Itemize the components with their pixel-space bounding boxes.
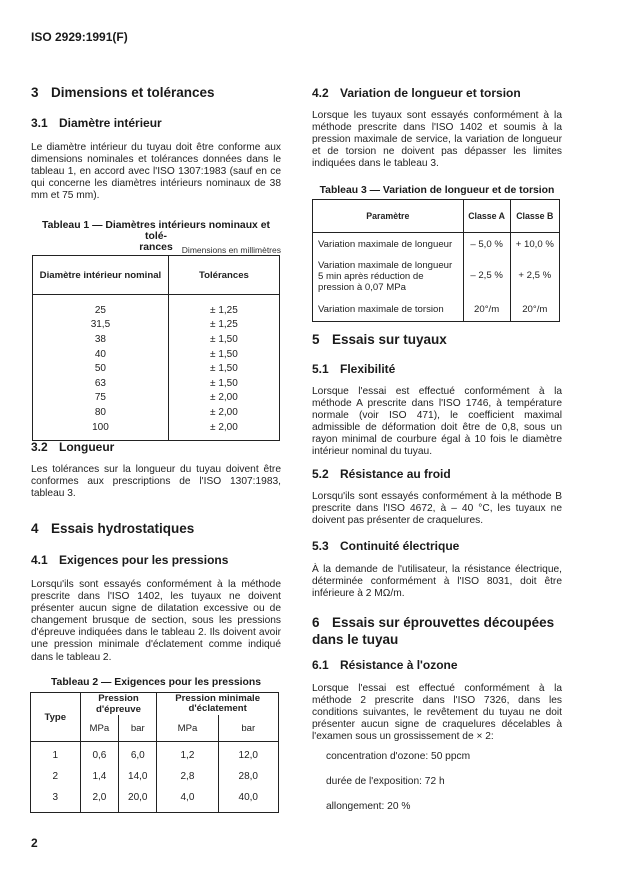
table-3-caption: Tableau 3 — Variation de longueur et de torsion	[319, 185, 555, 196]
section-number: 6	[312, 615, 320, 630]
cell-diameter: 38	[94, 333, 106, 345]
table-3-header-class-a: Classe A	[463, 200, 510, 233]
section-4-heading	[31, 521, 194, 536]
cell-diameter: 75	[94, 392, 106, 404]
table-row	[31, 766, 279, 787]
table-1-caption-line2: rances	[139, 242, 173, 253]
section-5-heading	[312, 332, 447, 347]
section-number: 3	[31, 85, 39, 100]
table-1-header-tolerance: Tolérances	[168, 256, 279, 295]
cell-tolerance: ± 1,25	[168, 295, 279, 318]
cell-type: 2	[52, 771, 59, 782]
cell-tolerance: ± 2,00	[168, 420, 279, 441]
table-row	[33, 332, 280, 347]
section-title: Continuité électrique	[340, 539, 460, 553]
section-3-2-text: Les tolérances sur la longueur du tuyau doivent être conformes aux prescriptions de l'ISO 1307:1983, tableau 3.	[31, 464, 281, 500]
section-number: 6.1	[312, 658, 329, 672]
section-4-2-text: Lorsque les tuyaux sont essayés conformément à la méthode prescrite dans l'ISO 1402 et soumis à la pression maximale de service, la variation de longueur et de torsion ne doivent pas dépasser les limites indiquées dans le tableau 3.	[312, 110, 562, 170]
ozone-condition-elongation: allongement: 20 %	[326, 801, 411, 812]
section-title: Essais sur éprouvettes découpées dans le tuyau	[312, 615, 555, 647]
cell-diameter: 25	[94, 304, 106, 316]
cell-burst-mpa: 4,0	[157, 787, 218, 813]
section-4-2-heading	[312, 86, 521, 100]
table-2-header-test-pressure: Pression d'épreuve	[80, 693, 157, 716]
section-number: 4.2	[312, 86, 329, 100]
section-4-1-text: Lorsqu'ils sont essayés conformément à la méthode prescrite dans l'ISO 1402, les tuyaux ne doivent présenter aucun signe de dilatation excessive ou de changement brusque de section, sous les pressions d'épreuve indiquées dans le tableau 2. Ils doivent avoir une pression minimale d'éclatement comme indiqué dans le tableau 2.	[31, 579, 281, 663]
section-6-heading	[312, 614, 567, 648]
cell-test-mpa: 2,0	[80, 787, 119, 813]
section-6-1-heading	[312, 658, 458, 672]
cell-burst-mpa: 1,2	[157, 742, 218, 767]
table-1-caption-line1: Tableau 1 — Diamètres intérieurs nominaux et tolé-	[42, 220, 270, 242]
section-3-heading	[31, 85, 215, 100]
table-1-unit-note: Dimensions en millimètres	[181, 245, 281, 255]
table-2-subheader-bar: bar	[119, 715, 157, 742]
cell-test-bar: 6,0	[119, 742, 157, 767]
table-3-header-parameter: Paramètre	[313, 200, 464, 233]
table-2-header-burst-pressure: Pression minimale d'éclatement	[157, 693, 279, 716]
cell-class-b: + 2,5 %	[510, 254, 559, 297]
cell-diameter: 63	[94, 377, 106, 389]
table-3	[312, 199, 560, 322]
cell-diameter: 31,5	[90, 319, 111, 331]
table-row	[33, 391, 280, 406]
cell-tolerance: ± 1,25	[168, 318, 279, 333]
cell-tolerance: ± 1,50	[168, 376, 279, 391]
section-6-1-text: Lorsque l'essai est effectué conformément à la méthode 2 prescrite dans l'ISO 7326, dans les conditions suivantes, le revêtement du tuyau ne doit présenter aucun signe de craquelures décelables à l'examen sous un grossissement de × 2:	[312, 683, 562, 743]
section-3-1-text: Le diamètre intérieur du tuyau doit être conforme aux dimensions nominales et tolérances données dans le tableau 1, en accord avec l'ISO 1307:1983 (sauf en ce qui concerne les diamètres intérieurs nominaux de 38 mm et 75 mm).	[31, 142, 281, 202]
section-title: Résistance à l'ozone	[340, 658, 458, 672]
section-title: Diamètre intérieur	[59, 116, 162, 130]
section-number: 4	[31, 521, 39, 536]
cell-parameter: Variation maximale de longueur 5 min après réduction de pression à 0,07 MPa	[318, 260, 453, 293]
cell-class-b: + 10,0 %	[510, 233, 559, 255]
table-row	[33, 295, 280, 318]
table-row	[33, 361, 280, 376]
section-5-1-heading	[312, 362, 395, 376]
cell-diameter: 50	[94, 363, 106, 375]
cell-test-bar: 14,0	[119, 766, 157, 787]
cell-class-a: – 2,5 %	[463, 254, 510, 297]
section-4-1-heading	[31, 553, 228, 567]
section-title: Exigences pour les pressions	[59, 553, 229, 567]
cell-type: 3	[52, 792, 59, 803]
cell-test-mpa: 0,6	[80, 742, 119, 767]
ozone-condition-concentration: concentration d'ozone: 50 ppcm	[326, 751, 471, 762]
section-number: 4.1	[31, 553, 48, 567]
table-row	[33, 347, 280, 362]
section-5-2-text: Lorsqu'ils sont essayés conformément à la méthode B prescrite dans l'ISO 4672, à – 40 °C, les tuyaux ne doivent pas présenter de craquelures.	[312, 491, 562, 527]
cell-parameter: Variation maximale de longueur	[318, 239, 453, 250]
table-row	[33, 318, 280, 333]
section-5-3-heading	[312, 539, 459, 553]
table-row	[31, 742, 279, 767]
cell-class-b: 20°/m	[510, 297, 559, 322]
table-2	[30, 692, 279, 813]
section-5-1-text: Lorsque l'essai est effectué conformément à la méthode A prescrite dans l'ISO 1746, à température normale (voir ISO 471), le coefficient maximal admissible de déformation doit être de 0,8, sous un rayon minimal de courbure égal à 10 fois le diamètre intérieur nominal du tuyau.	[312, 386, 562, 458]
section-number: 5.1	[312, 362, 329, 376]
table-2-subheader-mpa: MPa	[80, 715, 119, 742]
cell-diameter: 40	[94, 348, 106, 360]
cell-test-bar: 20,0	[119, 787, 157, 813]
section-5-3-text: À la demande de l'utilisateur, la résistance électrique, déterminée conformément à l'ISO 8031, doit être inférieure à 2 MΩ/m.	[312, 564, 562, 600]
cell-burst-mpa: 2,8	[157, 766, 218, 787]
section-title: Dimensions et tolérances	[51, 85, 215, 100]
section-number: 3.2	[31, 440, 48, 454]
section-title: Flexibilité	[340, 362, 396, 376]
section-title: Essais sur tuyaux	[332, 332, 447, 347]
section-number: 5	[312, 332, 320, 347]
cell-burst-bar: 28,0	[218, 766, 278, 787]
table-2-subheader-mpa: MPa	[157, 715, 218, 742]
cell-test-mpa: 1,4	[80, 766, 119, 787]
table-row	[313, 297, 560, 322]
table-3-header-class-b: Classe B	[510, 200, 559, 233]
section-title: Longueur	[59, 440, 115, 454]
document-header: ISO 2929:1991(F)	[31, 30, 128, 44]
section-3-1-heading	[31, 116, 162, 130]
cell-diameter: 80	[94, 406, 106, 418]
table-1	[32, 255, 280, 441]
cell-class-a: 20°/m	[463, 297, 510, 322]
table-1-header-diameter: Diamètre intérieur nominal	[33, 256, 169, 295]
cell-tolerance: ± 1,50	[168, 361, 279, 376]
cell-tolerance: ± 2,00	[168, 405, 279, 420]
section-5-2-heading	[312, 467, 451, 481]
table-2-header-type: Type	[31, 693, 81, 742]
table-row	[313, 233, 560, 255]
cell-type: 1	[52, 750, 59, 761]
cell-burst-bar: 12,0	[218, 742, 278, 767]
section-number: 5.2	[312, 467, 329, 481]
table-row	[33, 376, 280, 391]
ozone-condition-duration: durée de l'exposition: 72 h	[326, 776, 445, 787]
section-3-2-heading	[31, 440, 114, 454]
cell-diameter: 100	[92, 421, 109, 433]
cell-class-a: – 5,0 %	[463, 233, 510, 255]
cell-tolerance: ± 2,00	[168, 391, 279, 406]
section-number: 3.1	[31, 116, 48, 130]
cell-tolerance: ± 1,50	[168, 347, 279, 362]
cell-burst-bar: 40,0	[218, 787, 278, 813]
section-number: 5.3	[312, 539, 329, 553]
table-row	[33, 420, 280, 441]
table-row	[33, 405, 280, 420]
page-number: 2	[31, 836, 38, 850]
table-row	[313, 254, 560, 297]
cell-tolerance: ± 1,50	[168, 332, 279, 347]
table-row	[31, 787, 279, 813]
cell-parameter: Variation maximale de torsion	[318, 304, 444, 315]
table-2-subheader-bar: bar	[218, 715, 278, 742]
section-title: Résistance au froid	[340, 467, 451, 481]
section-title: Variation de longueur et torsion	[340, 86, 521, 100]
section-title: Essais hydrostatiques	[51, 521, 195, 536]
table-2-caption: Tableau 2 — Exigences pour les pressions	[50, 677, 261, 688]
